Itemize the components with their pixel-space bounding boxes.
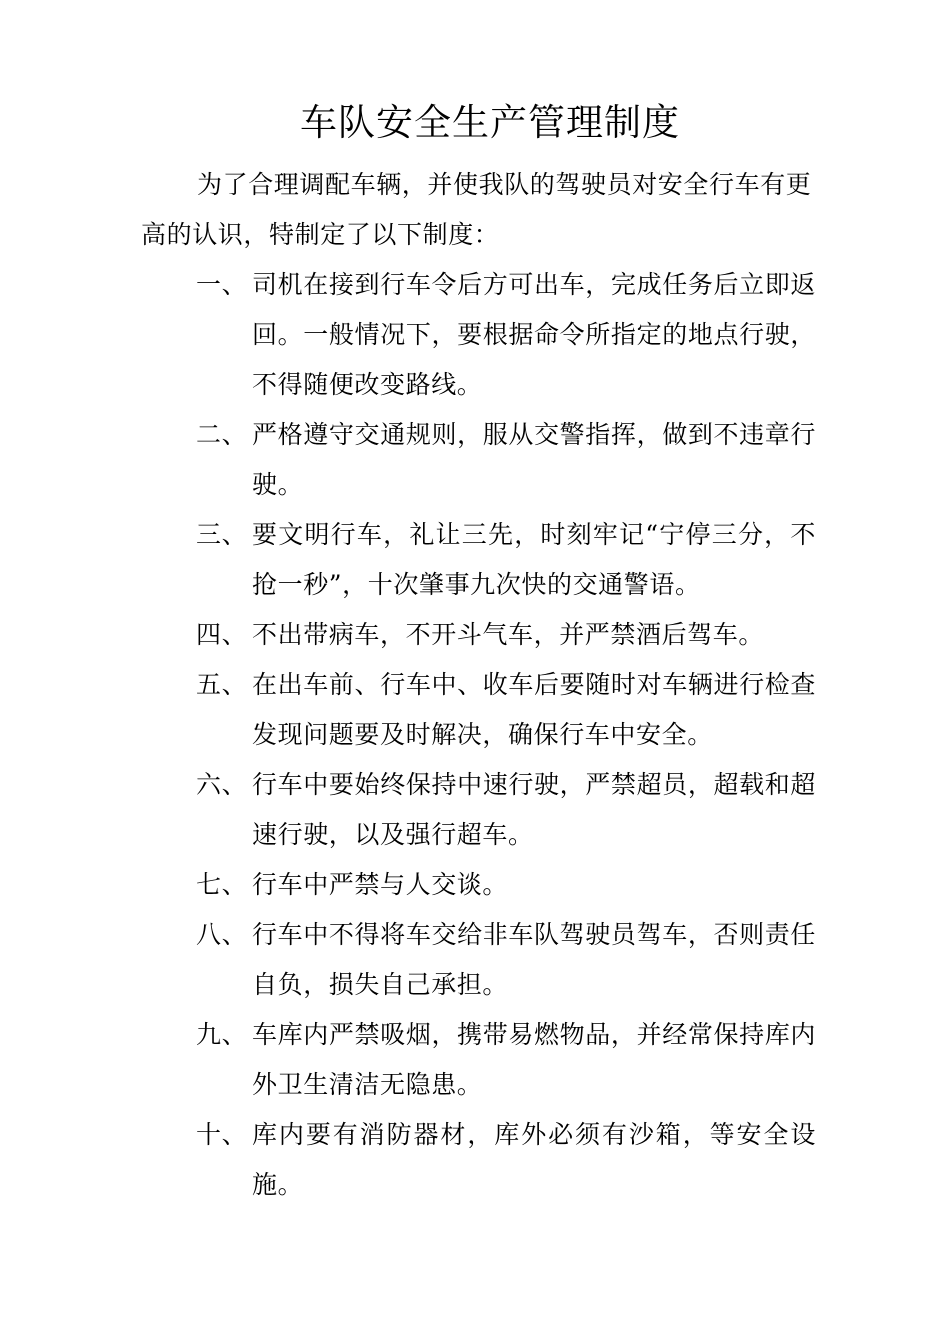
rule-item: [196, 1110, 816, 1210]
rule-item: [196, 910, 816, 1010]
rule-number: 七、: [196, 870, 248, 899]
page-title: 车队安全生产管理制度: [300, 101, 680, 144]
rule-item: [196, 660, 816, 760]
rule-text: 在出车前、行车中、收车后要随时对车辆进行检查发现问题要及时解决，确保行车中安全。: [252, 670, 816, 749]
intro-paragraph: 为了合理调配车辆，并使我队的驾驶员对安全行车有更高的认识，特制定了以下制度：: [141, 170, 812, 249]
rule-text: 司机在接到行车令后方可出车，完成任务后立即返回。一般情况下，要根据命令所指定的地点行驶，不得随便改变路线。: [252, 270, 816, 399]
rule-text: 行车中严禁与人交谈。: [252, 870, 509, 899]
rule-number: 八、: [196, 920, 248, 949]
rule-text: 严格遵守交通规则，服从交警指挥，做到不违章行驶。: [252, 420, 816, 499]
rules-list: [196, 260, 816, 1210]
rule-item: [196, 610, 816, 660]
rule-text: 车库内严禁吸烟，携带易燃物品，并经常保持库内外卫生清洁无隐患。: [252, 1020, 816, 1099]
rule-number: 四、: [196, 620, 248, 649]
rule-number: 五、: [196, 670, 248, 699]
rule-number: 十、: [196, 1120, 248, 1149]
rule-item: [196, 510, 816, 610]
rule-item: [196, 410, 816, 510]
rule-text: 要文明行车，礼让三先，时刻牢记“宁停三分，不抢一秒”，十次肇事九次快的交通警语。: [252, 520, 816, 599]
rule-number: 二、: [196, 420, 248, 449]
rule-number: 六、: [196, 770, 248, 799]
rule-item: [196, 860, 816, 910]
rule-number: 九、: [196, 1020, 248, 1049]
rule-text: 行车中要始终保持中速行驶，严禁超员，超载和超速行驶，以及强行超车。: [252, 770, 816, 849]
rule-item: [196, 1010, 816, 1110]
rule-item: [196, 260, 816, 410]
rule-item: [196, 760, 816, 860]
rule-number: 三、: [196, 520, 248, 549]
rule-number: 一、: [196, 270, 248, 299]
rule-text: 库内要有消防器材，库外必须有沙箱，等安全设施。: [252, 1120, 816, 1199]
rule-text: 不出带病车，不开斗气车，并严禁酒后驾车。: [252, 620, 765, 649]
rule-text: 行车中不得将车交给非车队驾驶员驾车，否则责任自负，损失自己承担。: [252, 920, 816, 999]
